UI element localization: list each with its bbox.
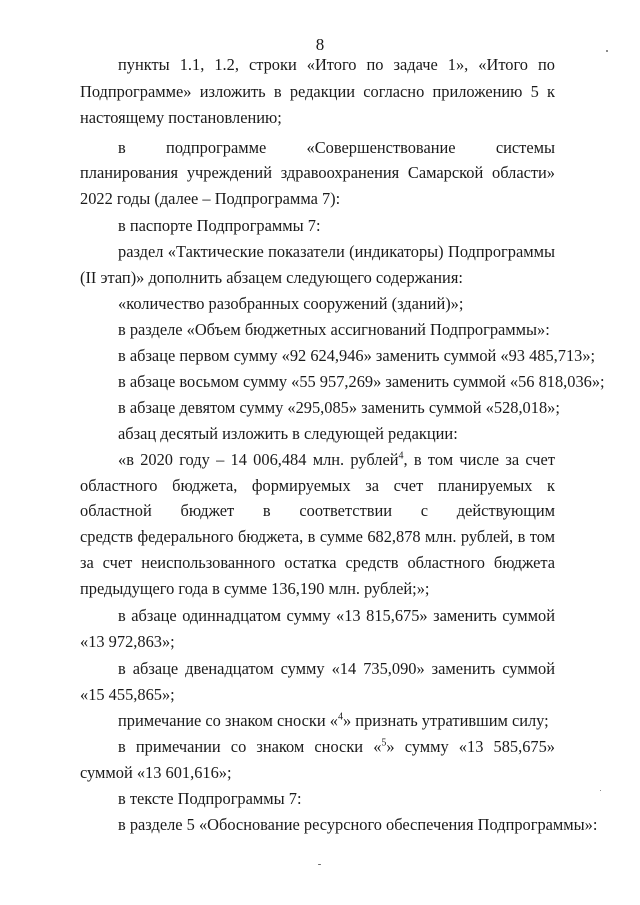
text-line <box>118 711 549 731</box>
text-line: предыдущего года в сумме 136,190 млн. рублей;»; <box>80 579 430 598</box>
text-line: планирования учреждений здравоохранения Самарской области» <box>80 163 555 182</box>
text-line <box>118 450 555 470</box>
text-line <box>118 737 555 757</box>
page-number: 8 <box>315 35 325 54</box>
text-segment: , в том числе за счет <box>403 450 555 469</box>
text-line: средств федерального бюджета, в сумме 682,878 млн. рублей, в том <box>80 527 555 546</box>
text-line: суммой «13 601,616»; <box>80 763 232 782</box>
text-segment: в примечании со знаком сноски « <box>118 737 382 756</box>
text-line: в абзаце первом сумму «92 624,946» заменить суммой «93 485,713»; <box>118 346 596 365</box>
text-line: в разделе 5 «Обоснование ресурсного обеспечения Подпрограммы»: <box>118 815 598 834</box>
text-line: в абзаце восьмом сумму «55 957,269» заменить суммой «56 818,036»; <box>118 372 605 391</box>
text-line: в подпрограмме «Совершенствование системы <box>118 138 555 157</box>
text-line: «15 455,865»; <box>80 685 175 704</box>
scan-speck <box>606 50 608 52</box>
footnote-mark: 4 <box>398 450 404 462</box>
text-line: в абзаце двенадцатом сумму «14 735,090» заменить суммой <box>118 659 555 678</box>
text-line: в разделе «Объем бюджетных ассигнований Подпрограммы»: <box>118 320 550 339</box>
text-line: настоящему постановлению; <box>80 108 282 127</box>
text-line: областного бюджета, формируемых за счет планируемых к <box>80 476 555 495</box>
text-segment: «в 2020 году – 14 006,484 млн. рублей <box>118 450 399 469</box>
scan-speck <box>318 864 321 865</box>
text-line: раздел «Тактические показатели (индикаторы) Подпрограммы <box>118 242 555 261</box>
text-segment: примечание со знаком сноски « <box>118 711 338 730</box>
scan-speck <box>600 790 601 791</box>
text-segment: » сумму «13 585,675» <box>386 737 555 756</box>
text-line: пункты 1.1, 1.2, строки «Итого по задаче 1», «Итого по <box>118 55 555 74</box>
text-line: в абзаце девятом сумму «295,085» заменить суммой «528,018»; <box>118 398 560 417</box>
text-line: в тексте Подпрограммы 7: <box>118 789 302 808</box>
text-line: в абзаце одиннадцатом сумму «13 815,675» заменить суммой <box>118 606 555 625</box>
text-line: «13 972,863»; <box>80 632 175 651</box>
text-line: абзац десятый изложить в следующей редакции: <box>118 424 458 443</box>
text-line: в паспорте Подпрограммы 7: <box>118 216 321 235</box>
text-line: за счет неиспользованного остатка средств областного бюджета <box>80 553 555 572</box>
footnote-mark: 5 <box>381 737 387 749</box>
text-line: (II этап)» дополнить абзацем следующего содержания: <box>80 268 463 287</box>
footnote-mark: 4 <box>337 711 343 723</box>
text-segment: » признать утратившим силу; <box>342 711 549 730</box>
text-line: 2022 годы (далее – Подпрограмма 7): <box>80 189 341 208</box>
text-line: Подпрограмме» изложить в редакции согласно приложению 5 к <box>80 82 555 101</box>
text-line: областной бюджет в соответствии с действующим <box>80 501 555 520</box>
text-line: «количество разобранных сооружений (зданий)»; <box>118 294 464 313</box>
